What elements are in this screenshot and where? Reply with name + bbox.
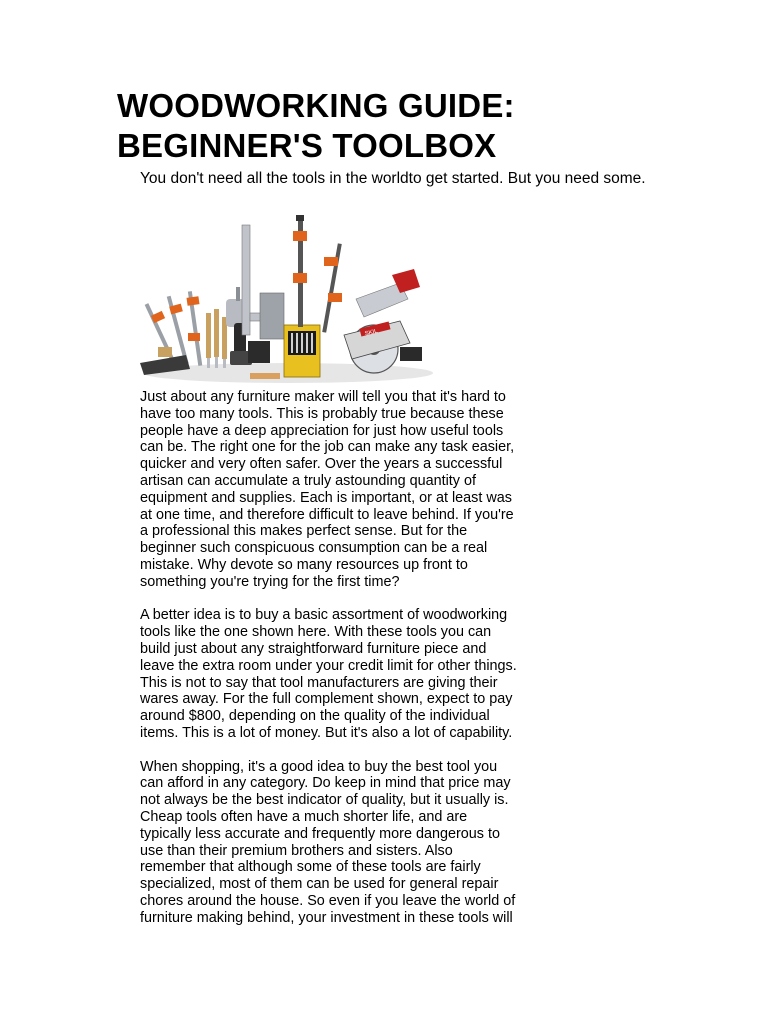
saw-brand-label: SKIL [364,328,379,338]
paragraph-line: wares away. For the full complement shown, expect to pay [140,691,513,708]
paragraph-line: use than their premium brothers and sisters. Also [140,842,453,859]
pipe-clamp-second [322,243,342,332]
paragraph-line: a professional this makes perfect sense. But for the [140,523,468,540]
paragraph-line: This is not to say that tool manufacturers are giving their [140,674,498,691]
paragraph-line: people have a deep appreciation for just how useful tools [140,422,504,439]
paragraph-line: When shopping, it's a good idea to buy the best tool you [140,758,498,775]
paragraph-line: chores around the house. So even if you leave the world of [140,892,516,909]
paragraph-2 [140,607,560,741]
router-base [260,293,284,339]
paragraph-line: at one time, and therefore difficult to leave behind. If you're [140,506,514,523]
wood-strip [250,373,280,379]
paragraph-1 [140,389,560,591]
paragraph-line: leave the extra room under your credit limit for other things. [140,657,517,674]
paragraph-line: specialized, most of them can be used for general repair [140,876,499,893]
pipe-clamp-tall [293,215,307,327]
paragraph-line: mistake. Why devote so many resources up front to [140,556,468,573]
chisels [206,309,227,368]
toolbox-illustration [138,213,434,385]
page-title [117,86,717,166]
paragraph-line: Cheap tools often have a much shorter life, and are [140,808,468,825]
paragraph-3 [140,759,560,927]
paragraph-line: tools like the one shown here. With these tools you can [140,624,492,641]
paragraph-line: have too many tools. This is probably true because these [140,405,504,422]
circular-saw [344,321,422,373]
paragraph-line: quicker and very often safer. Over the years a successful [140,456,503,473]
paragraph-line: remember that although some of these tools are fairly [140,859,481,876]
bar-clamps-left [145,291,203,366]
paragraph-line: beginner such conspicuous consumption can be a real [140,540,488,557]
title-line-2: BEGINNER'S TOOLBOX [117,127,497,164]
article-body [140,389,560,934]
paragraph-line: can afford in any category. Do keep in mind that price may [140,775,511,792]
paragraph-line: equipment and supplies. Each is important, or at least was [140,489,512,506]
paragraph-line: items. This is a lot of money. But it's also a lot of capability. [140,724,513,741]
paragraph-line: furniture making behind, your investment in these tools will [140,909,513,926]
paragraph-line: around $800, depending on the quality of the individual [140,708,490,725]
paragraph-line: A better idea is to buy a basic assortment of woodworking [140,607,508,624]
paragraph-line: Just about any furniture maker will tell you that it's hard to [140,389,506,405]
paragraph-line: build just about any straightforward furniture piece and [140,640,487,657]
battery-pack [248,341,270,363]
hand-saw [356,269,420,317]
title-line-1: WOODWORKING GUIDE: [117,87,515,124]
paragraph-line: typically less accurate and frequently more dangerous to [140,825,500,842]
paragraph-line: not always be the best indicator of quality, but it usually is. [140,792,509,809]
drill-bit-box [284,325,320,377]
paragraph-line: something you're trying for the first time? [140,573,400,590]
paragraph-line: can be. The right one for the job can make any task easier, [140,439,515,456]
subtitle: You don't need all the tools in the worldto get started. But you need some. [140,170,646,187]
paragraph-line: artisan can accumulate a truly astounding quantity of [140,472,476,489]
